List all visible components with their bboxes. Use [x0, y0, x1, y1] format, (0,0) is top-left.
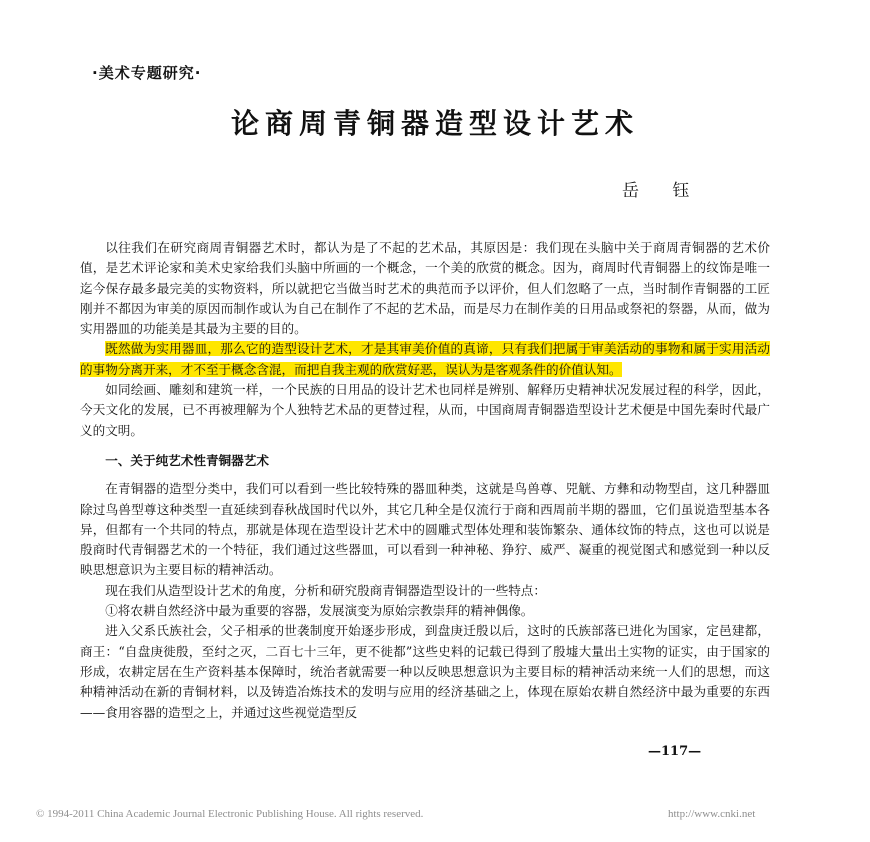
- paragraph-point-one: ①将农耕自然经济中最为重要的容器，发展演变为原始宗教崇拜的精神偶像。: [105, 603, 534, 619]
- paragraph-civilization: 如同绘画、雕刻和建筑一样，一个民族的日用品的设计艺术也同样是辨别、解释历史精神状况发展过程的科学，因此，今天文化的发展，已不再被理解为个人独特艺术品的更替过程，从而，中国商周青铜器造型设计艺术便是中国先秦时代最广义的文明。: [80, 382, 770, 438]
- paragraph-history: 进入父系氏族社会，父子相承的世袭制度开始逐步形成，到盘庚迁殷以后，这时的氏族部落已进化为国家，定邑建都，商王：“自盘庚徙殷，至纣之灭，二百七十三年，更不徙都”这些史料的记载已得到了殷墟大量出土实物的证实，由于国家的形成，农耕定居在生产资料基本保障时，统治者就需要一种以反映思想意识为主要目标的精神活动来统一人们的思想，而这种精神活动在新的青铜材料，以及铸造冶炼技术的发明与应用的经济基础之上，体现在原始农耕自然经济中最为重要的东西——食用容器的造型之上，并通过这些视觉造型反: [80, 623, 770, 720]
- page-number: —117—: [648, 744, 702, 759]
- author-name: 岳 钰: [622, 181, 704, 201]
- footer-url: http://www.cnki.net: [668, 808, 756, 820]
- paragraph-highlighted: [80, 339, 770, 380]
- highlighted-text: 既然做为实用器皿，那么它的造型设计艺术，才是其审美价值的真谛，只有我们把属于审美活动的事物和属于实用活动的事物分离开来，才不至于概念含混，而把自我主观的欣赏好恶，误认为是客观条件的价值认知。: [80, 341, 770, 377]
- column-tag: ·美术专题研究·: [92, 64, 202, 82]
- section-heading: 一、关于纯艺术性青铜器艺术: [105, 452, 269, 468]
- paragraph-intro: 以往我们在研究商周青铜器艺术时，都认为是了不起的艺术品，其原因是：我们现在头脑中关于商周青铜器的艺术价值，是艺术评论家和美术史家给我们头脑中所画的一个概念，一个美的欣赏的概念。因为，商周时代青铜器上的纹饰是唯一迄今保存最多最完美的实物资料，所以就把它当做当时艺术的典范而予以评价，但人们忽略了一点，当时制作青铜器的工匠刚并不都因为审美的原因而制作或认为自己在制作了不起的艺术品，而是尽力在制作美的日用品或祭祀的祭器，从而，做为实用器皿的功能美是其最为主要的目的。: [80, 240, 770, 337]
- article-body: [80, 238, 770, 723]
- paragraph-analysis-intro: 现在我们从造型设计艺术的角度，分析和研究殷商青铜器造型设计的一些特点：: [105, 582, 546, 598]
- article-title: 论商周青铜器造型设计艺术: [230, 107, 639, 140]
- paragraph-vessel-types: 在青铜器的造型分类中，我们可以看到一些比较特殊的器皿种类，这就是鸟兽尊、兕觥、方彝和动物型卣，这几种器皿除过鸟兽型尊这种类型一直延续到春秋战国时代以外，其它几种全是仅流行于商和西周前半期的器皿，它们虽说造型基本各异，但都有一个共同的特点，那就是体现在造型设计艺术中的圆雕式型体处理和装饰繁杂、通体纹饰的特点，这也可以说是殷商时代青铜器艺术的一个特征，我们通过这些器皿，可以看到一种神秘、狰狞、威严、凝重的视觉图式和感觉到一种以反映思想意识为主要目标的精神活动。: [80, 481, 770, 578]
- footer-copyright: © 1994-2011 China Academic Journal Electronic Publishing House. All rights reserved.: [36, 808, 424, 820]
